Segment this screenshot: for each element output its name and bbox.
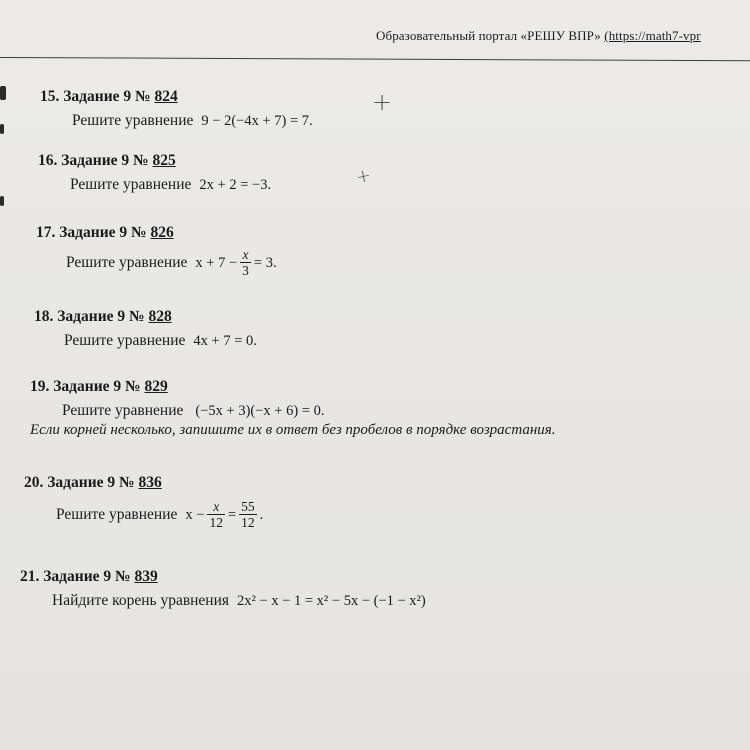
header-rule	[0, 57, 750, 61]
task-title: 20. Задание 9 № 836	[24, 474, 162, 491]
task-21	[20, 568, 426, 610]
task-prompt: Решите уравнение	[66, 254, 188, 272]
task-equation: x − $\frac{x}{12}$ = $\frac{55}{12}$ .	[185, 499, 264, 531]
task-title: 15. Задание 9 № 824	[40, 88, 178, 105]
fraction: $\frac{x}{12}$	[209, 499, 223, 531]
task-body	[62, 402, 556, 420]
task-19	[30, 378, 556, 439]
task-20	[24, 474, 263, 530]
task-number-link[interactable]: 839	[134, 568, 158, 585]
binding-edge-mark	[0, 124, 4, 134]
task-body	[64, 332, 257, 350]
fraction: $\frac{55}{12}$	[241, 499, 255, 531]
task-prompt: Решите уравнение	[70, 176, 192, 193]
task-title: 19. Задание 9 № 829	[30, 378, 168, 395]
task-18	[34, 308, 257, 350]
task-body	[72, 112, 313, 130]
task-title: 17. Задание 9 № 826	[36, 224, 174, 241]
task-15	[40, 88, 313, 130]
fraction: $\frac{x}{3}$	[242, 247, 249, 279]
task-number-link[interactable]: 824	[154, 88, 178, 105]
task-number-link[interactable]: 829	[144, 378, 168, 395]
handwritten-plus-mark: +	[353, 164, 374, 189]
task-equation: 4x + 7 = 0.	[193, 332, 257, 349]
task-equation: 2x² − x − 1 = x² − 5x − (−1 − x²)	[237, 592, 426, 609]
task-title: 18. Задание 9 № 828	[34, 308, 172, 325]
task-prompt: Решите уравнение	[72, 112, 194, 129]
handwritten-plus-mark: +	[372, 88, 393, 116]
header-portal-name: Образовательный портал «РЕШУ ВПР»	[376, 28, 601, 43]
task-equation: 2x + 2 = −3.	[199, 176, 272, 193]
task-number-link[interactable]: 836	[138, 474, 162, 491]
binding-edge-mark	[0, 86, 6, 100]
task-16	[38, 152, 271, 194]
task-prompt: Решите уравнение	[62, 402, 184, 419]
task-note: Если корней несколько, запишите их в ответ без пробелов в порядке возрастания.	[30, 422, 556, 438]
task-prompt: Решите уравнение	[56, 506, 178, 524]
binding-edge-mark	[0, 196, 4, 206]
task-equation: x + 7 − $\frac{x}{3}$ = 3.	[195, 247, 277, 279]
task-17	[36, 224, 277, 278]
task-equation: 9 − 2(−4x + 7) = 7.	[201, 112, 313, 129]
task-number-link[interactable]: 826	[150, 224, 174, 241]
task-title: 21. Задание 9 № 839	[20, 568, 158, 585]
task-body	[56, 500, 263, 530]
task-title: 16. Задание 9 № 825	[38, 152, 176, 169]
task-body	[66, 248, 277, 278]
task-body	[70, 176, 271, 194]
task-prompt: Найдите корень уравнения	[52, 592, 230, 609]
page-header	[376, 28, 701, 44]
task-equation: (−5x + 3)(−x + 6) = 0.	[195, 402, 325, 419]
task-body	[52, 592, 426, 610]
task-number-link[interactable]: 828	[148, 308, 172, 325]
task-prompt: Решите уравнение	[64, 332, 186, 349]
header-link[interactable]: (https://math7-vpr	[604, 28, 701, 43]
task-number-link[interactable]: 825	[152, 152, 176, 169]
